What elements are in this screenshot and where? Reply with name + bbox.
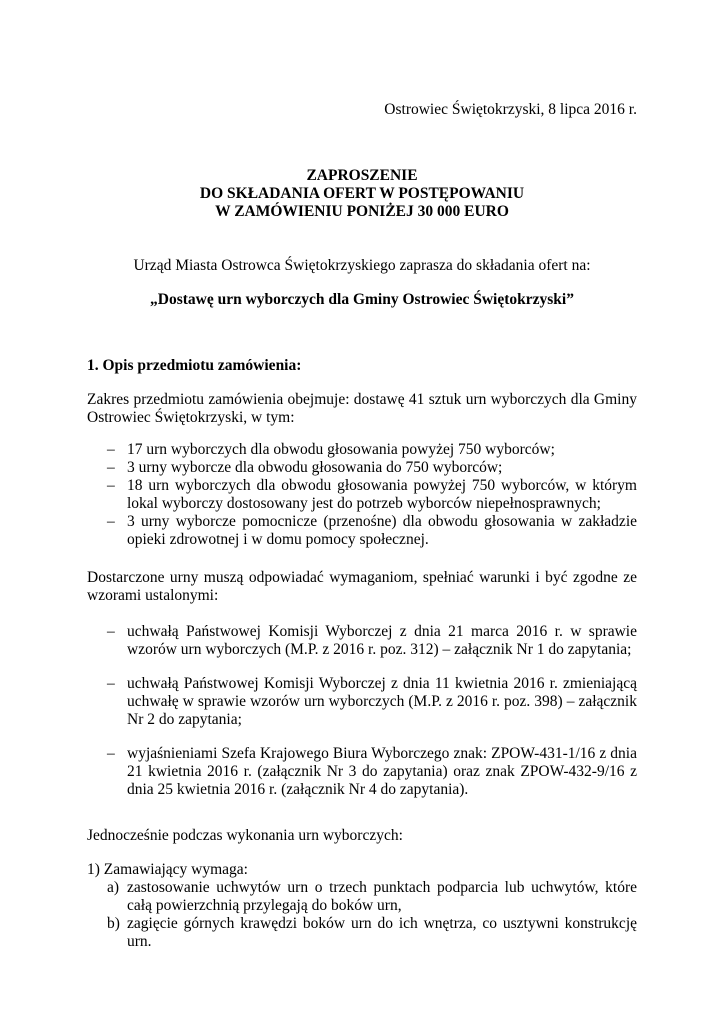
list-item-text: zastosowanie uchwytów urn o trzech punktach podparcia lub uchwytów, które całą powierzchnią przylegają do boków urn, (127, 879, 637, 914)
requirements-heading: 1) Zamawiający wymaga: (87, 861, 248, 878)
list-marker: b) (107, 915, 120, 932)
list-item-text: uchwałą Państwowej Komisji Wyborczej z dnia 21 marca 2016 r. w sprawie wzorów urn wyborczych (M.P. z 2016 r. poz. 312) – załącznik Nr 1 do zapytania; (127, 623, 637, 658)
section-heading: 1. Opis przedmiotu zamówienia: (87, 357, 302, 374)
title-line-2: DO SKŁADANIA OFERT W POSTĘPOWANIU (199, 185, 525, 202)
ordering-party-requirements (87, 861, 637, 951)
scope-list (87, 441, 637, 549)
dash-marker: – (107, 623, 115, 640)
place-date: Ostrowiec Świętokrzyski, 8 lipca 2016 r. (384, 101, 637, 118)
list-item (87, 623, 637, 659)
list-item-text: zagięcie górnych krawędzi boków urn do ich wnętrza, co usztywni konstrukcję urn. (127, 915, 637, 950)
title-line-1: ZAPROSZENIE (306, 167, 418, 184)
dash-marker: – (107, 441, 115, 458)
dash-marker: – (107, 513, 115, 530)
list-marker: a) (107, 879, 120, 896)
dash-marker: – (107, 675, 115, 692)
requirements-paragraph: Dostarczone urny muszą odpowiadać wymaganiom, spełniać warunki i być zgodne ze wzorami ustalonymi: (87, 569, 637, 604)
title-line-3: W ZAMÓWIENIU PONIŻEJ 30 000 EURO (215, 203, 509, 220)
dash-marker: – (107, 459, 115, 476)
list-item (87, 441, 637, 459)
list-item (87, 675, 637, 729)
list-item-text: 3 urny wyborcze pomocnicze (przenośne) dla obwodu głosowania w zakładzie opieki zdrowotnej i w domu pomocy społecznej. (127, 513, 637, 548)
simultaneous-paragraph: Jednocześnie podczas wykonania urn wyborczych: (87, 827, 403, 844)
list-item-text: uchwałą Państwowej Komisji Wyborczej z dnia 11 kwietnia 2016 r. zmieniającą uchwałę w sprawie wzorów urn wyborczych (M.P. z 2016 r. poz. 398) – załącznik Nr 2 do zapytania; (127, 675, 637, 728)
order-subject: „Dostawę urn wyborczych dla Gminy Ostrowiec Świętokrzyski” (150, 291, 574, 308)
document-title (87, 167, 637, 221)
list-item (87, 915, 637, 951)
list-item-text: 3 urny wyborcze dla obwodu głosowania do 750 wyborców; (127, 459, 503, 476)
dash-marker: – (107, 745, 115, 762)
regulations-list (87, 623, 637, 799)
list-item-text: 17 urn wyborczych dla obwodu głosowania powyżej 750 wyborców; (127, 441, 555, 458)
list-item (87, 477, 637, 513)
list-item (87, 459, 637, 477)
requirements-list (87, 879, 637, 951)
dash-marker: – (107, 477, 115, 494)
list-item-text: 18 urn wyborczych dla obwodu głosowania powyżej 750 wyborców, w którym lokal wyborczy dostosowany jest do potrzeb wyborców niepełnosprawnych; (127, 477, 637, 512)
list-item (87, 745, 637, 799)
list-item (87, 513, 637, 549)
list-item (87, 879, 637, 915)
intro-text: Urząd Miasta Ostrowca Świętokrzyskiego zaprasza do składania ofert na: (133, 257, 591, 274)
scope-paragraph: Zakres przedmiotu zamówienia obejmuje: dostawę 41 sztuk urn wyborczych dla Gminy Ostrowiec Świętokrzyski, w tym: (87, 391, 637, 426)
list-item-text: wyjaśnieniami Szefa Krajowego Biura Wyborczego znak: ZPOW-431-1/16 z dnia 21 kwietnia 2016 r. (załącznik Nr 3 do zapytania) oraz znak ZPOW-432-9/16 z dnia 25 kwietnia 2016 r. (załącznik Nr 4 do zapytania). (127, 745, 637, 798)
